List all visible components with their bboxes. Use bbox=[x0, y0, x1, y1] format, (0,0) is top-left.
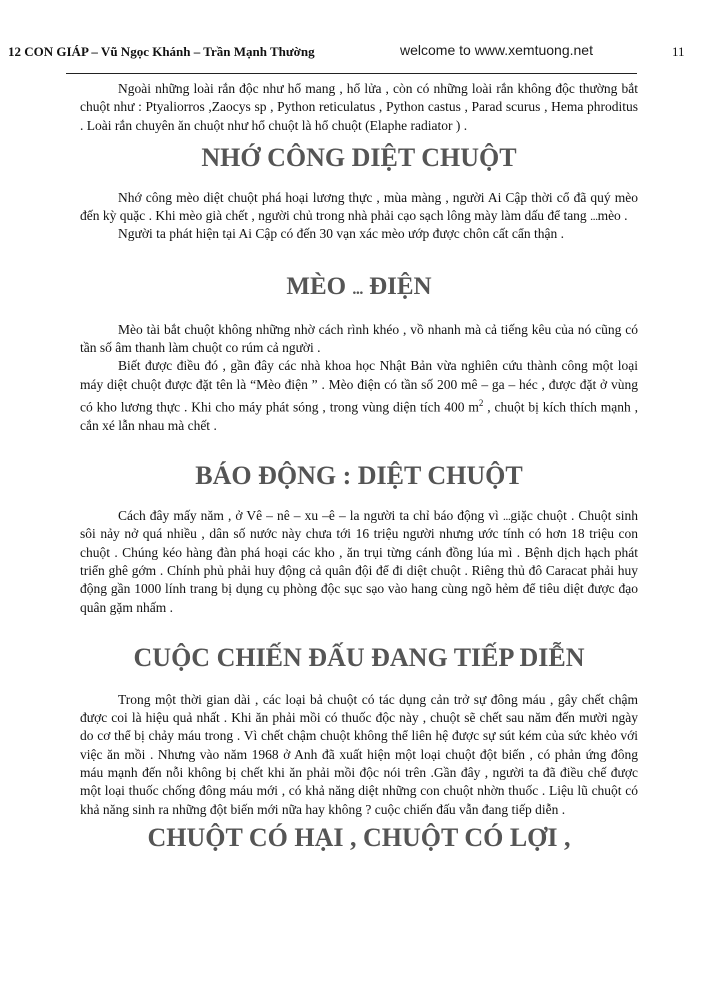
section2-paragraph-1: Mèo tài bắt chuột không những nhờ cách rình khéo , vồ nhanh mà cả tiếng kêu của nó cũng có tần số âm thanh làm chuột co rúm cả người . bbox=[80, 321, 638, 356]
section1-p1-ellipsis: ... bbox=[590, 209, 598, 224]
section2-paragraph-2 bbox=[80, 357, 638, 435]
section2-title-ellipsis: ... bbox=[352, 280, 363, 298]
section4-paragraph-1: Trong một thời gian dài , các loại bả chuột có tác dụng cản trở sự đông máu , gây chết chậm được coi là hiệu quả nhất . Khi ăn phải mồi có thuốc độc này , chuột sẽ chết sau năm đến mười ngày do cơ thể bị chảy máu trong . Vì chết chậm chuột không thể liên hệ được sự sút kém của sức khẻo với việc ăn mồi . Nhưng vào năm 1968 ở Anh đã xuất hiện một loại chuột đột biến , có phản ứng đông máu mạnh đến nỗi không bị chết khi ăn phải mồi độc nói trên .Gần đây , người ta đã điều chế được một loại thuốc chống đông máu mới , có khả năng diệt những con chuột nhờn thuốc . Liệu lũ chuột có khả năng sinh ra những đột biến mới nữa hay không ? cuộc chiến đấu vẫn đang tiếp diễn . bbox=[80, 691, 638, 817]
section3-p1-ellipsis: ... bbox=[502, 509, 511, 524]
section1-paragraph-2: Người ta phát hiện tại Ai Cập có đến 30 vạn xác mèo ướp được chôn cất cẩn thận . bbox=[118, 226, 564, 242]
section1-paragraph-1 bbox=[80, 189, 638, 226]
section-title-meo-dien bbox=[80, 270, 638, 307]
section2-title-part-b: ĐIỆN bbox=[362, 272, 432, 300]
section2-p2-text: Biết được điều đó , gần đây các nhà khoa học Nhật Bản vừa nghiên cứu thành công một loại máy diệt chuột được đặt tên là “Mèo điện ” . Mèo điện có tần số 200 mê – ga – héc , được đặt ở vùng có kho lương thực . Khi cho máy phát sóng , trong vùng diện tích 400 m bbox=[80, 358, 638, 415]
section2-p2-end: , chuột bị kích thích mạnh , cắn xé lẫn nhau mà chết . bbox=[80, 399, 638, 433]
section-title-chuot-co-hai: CHUỘT CÓ HẠI , CHUỘT CÓ LỢI , bbox=[147, 822, 571, 852]
header-rule bbox=[66, 73, 637, 74]
section3-p1-text: giặc chuột . Chuột sinh sôi nảy nở quá nhiều , dân số nước này chưa tới 16 triệu người nhưng ước tính có hơn 18 triệu con chuột . Chúng kéo hàng đàn phá hoại các kho , ăn trụi từng cánh đồng lúa mì . Bệnh dịch hạch phát triển ghê gớm . Chính phủ phải huy động cả quân đội để đi diệt chuột . Riêng thủ đô Caracat phải huy động gần 1000 lính trang bị dụng cụ phòng độc sục sạo vào hang cùng ngõ hẻm để tiêu diệt được đạo quân gặm nhấm . bbox=[80, 508, 638, 615]
section-title-cuoc-chien-dau: CUỘC CHIẾN ĐẤU ĐANG TIẾP DIỄN bbox=[133, 642, 585, 672]
running-head-website: welcome to www.xemtuong.net bbox=[400, 42, 593, 58]
running-head-book-title: 12 CON GIÁP – Vũ Ngọc Khánh – Trần Mạnh Thường bbox=[8, 44, 315, 59]
section3-p1-start: Cách đây mấy năm , ở Vê – nê – xu –ê – la người ta chỉ báo động vì bbox=[118, 508, 503, 524]
section-title-bao-dong: BÁO ĐỘNG : DIỆT CHUỘT bbox=[195, 461, 523, 491]
section1-p1-end: mèo . bbox=[597, 208, 628, 224]
section2-title-part-a: MÈO bbox=[286, 272, 353, 300]
intro-paragraph: Ngoài những loài rắn độc như hổ mang , hổ lửa , còn có những loài rắn không độc thường bắt chuột như : Ptyaliorros ,Zaocys sp , Python reticulatus , Python castus , Parad scurus , Hema phroditus . Loài rắn chuyên ăn chuột như hổ chuột là hổ chuột (Elaphe radiator ) . bbox=[80, 81, 638, 133]
section3-paragraph-1 bbox=[80, 507, 638, 617]
section-title-nho-cong-diet-chuot: NHỚ CÔNG DIỆT CHUỘT bbox=[201, 142, 517, 172]
section1-p1-text: Nhớ công mèo diệt chuột phá hoại lương thực , mùa màng , người Ai Cập thời cổ đã quý mèo đến kỳ quặc . Khi mèo già chết , người chủ trong nhà phải cạo sạch lông mày làm dấu để tang bbox=[80, 189, 638, 224]
section2-p2-superscript: 2 bbox=[478, 397, 484, 408]
page-header bbox=[0, 40, 702, 66]
page-number: 11 bbox=[672, 44, 685, 59]
page-body bbox=[80, 80, 638, 855]
